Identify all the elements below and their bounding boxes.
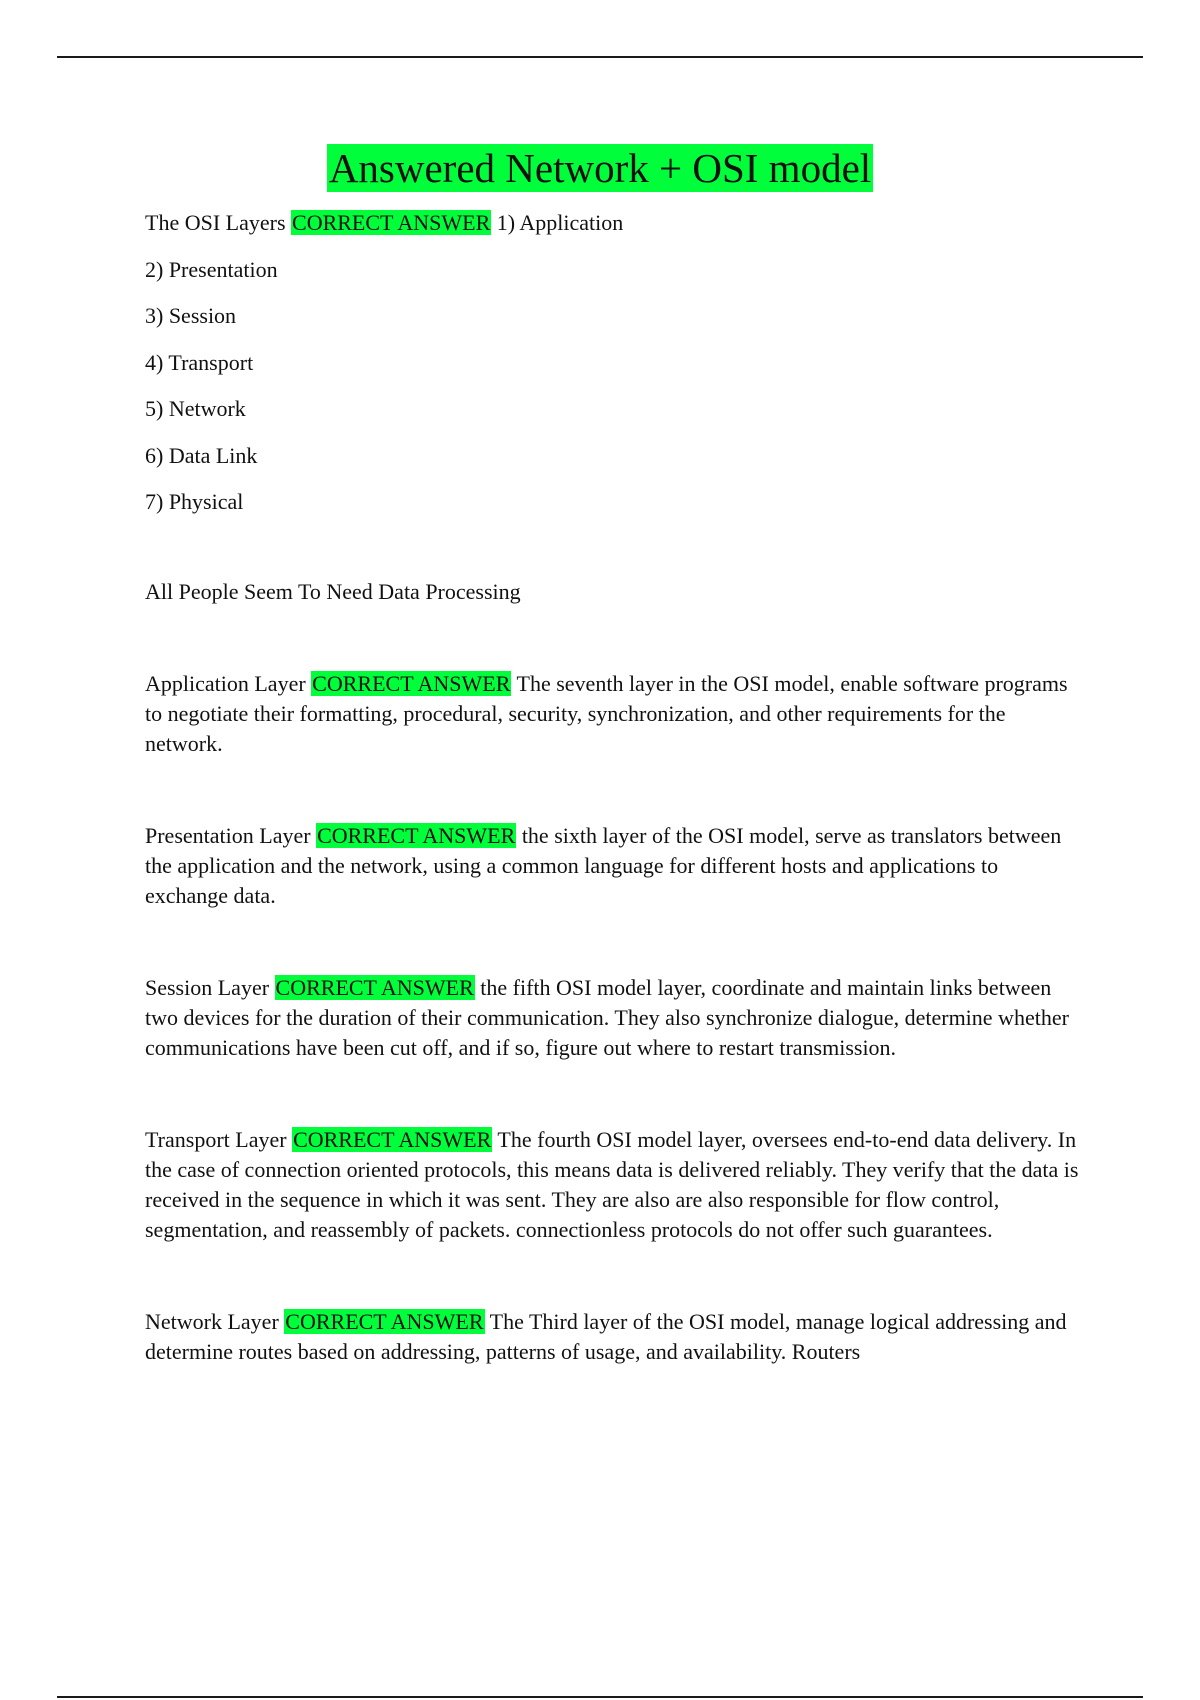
osi-layers-question [145,208,1085,238]
entry-answer: The seventh layer in the OSI model, enable software programs to negotiate their formatting, procedural, security, synchronization, and other requirements for the network. [145,671,1068,756]
entry-answer: The Third layer of the OSI model, manage logical addressing and determine routes based on addressing, patterns of usage, and availability. Routers [145,1309,1067,1364]
layer-item: 4) Transport [145,349,254,375]
entry-term: Network Layer [145,1309,279,1334]
entry-answer: the fifth OSI model layer, coordinate and maintain links between two devices for the duration of their communication. They also synchronize dialogue, determine whether communications have been cut off, and if so, figure out where to restart transmission. [145,975,1069,1060]
qa-entry-presentation [145,821,1085,911]
document-title: Answered Network + OSI model [328,145,872,191]
qa-entry-network [145,1307,1085,1367]
layer-item: 1) Application [496,210,624,235]
layer-item: 3) Session [145,303,237,328]
entry-term: Transport Layer [145,1127,287,1152]
correct-answer-tag: CORRECT ANSWER [275,975,474,1000]
correct-answer-tag: CORRECT ANSWER [317,823,516,848]
title-container [0,144,1200,192]
entry-term: Session Layer [145,975,270,1000]
entry-term: Presentation Layer [145,823,311,848]
entry-answer: the sixth layer of the OSI model, serve as translators between the application and the network, using a common language for different hosts and applications to exchange data. [145,823,1062,908]
correct-answer-tag: CORRECT ANSWER [312,671,511,696]
layer-item: 5) Network [145,396,246,421]
layer-item: 7) Physical [145,489,244,514]
bottom-rule [57,1696,1143,1698]
entry-term: Application Layer [145,671,306,696]
entry-answer: The fourth OSI model layer, oversees end-to-end data delivery. In the case of connection oriented protocols, this means data is delivered reliably. They verify that the data is received in the sequence in which it was sent. They are also are also responsible for flow control, segmentation, and reassembly of packets. connectionless protocols do not offer such guarantees. [145,1127,1079,1242]
document-body [145,208,1085,1367]
qa-entry-application [145,669,1085,759]
top-rule [57,56,1143,58]
correct-answer-tag: CORRECT ANSWER [293,1127,492,1152]
question-term: The OSI Layers [145,210,286,235]
qa-entry-transport [145,1125,1085,1245]
layer-item: 2) Presentation [145,256,278,282]
layer-item: 6) Data Link [145,442,258,468]
mnemonic-text: All People Seem To Need Data Processing [145,579,521,604]
correct-answer-tag: CORRECT ANSWER [285,1309,484,1334]
qa-entry-session [145,973,1085,1063]
correct-answer-tag: CORRECT ANSWER [292,210,491,235]
